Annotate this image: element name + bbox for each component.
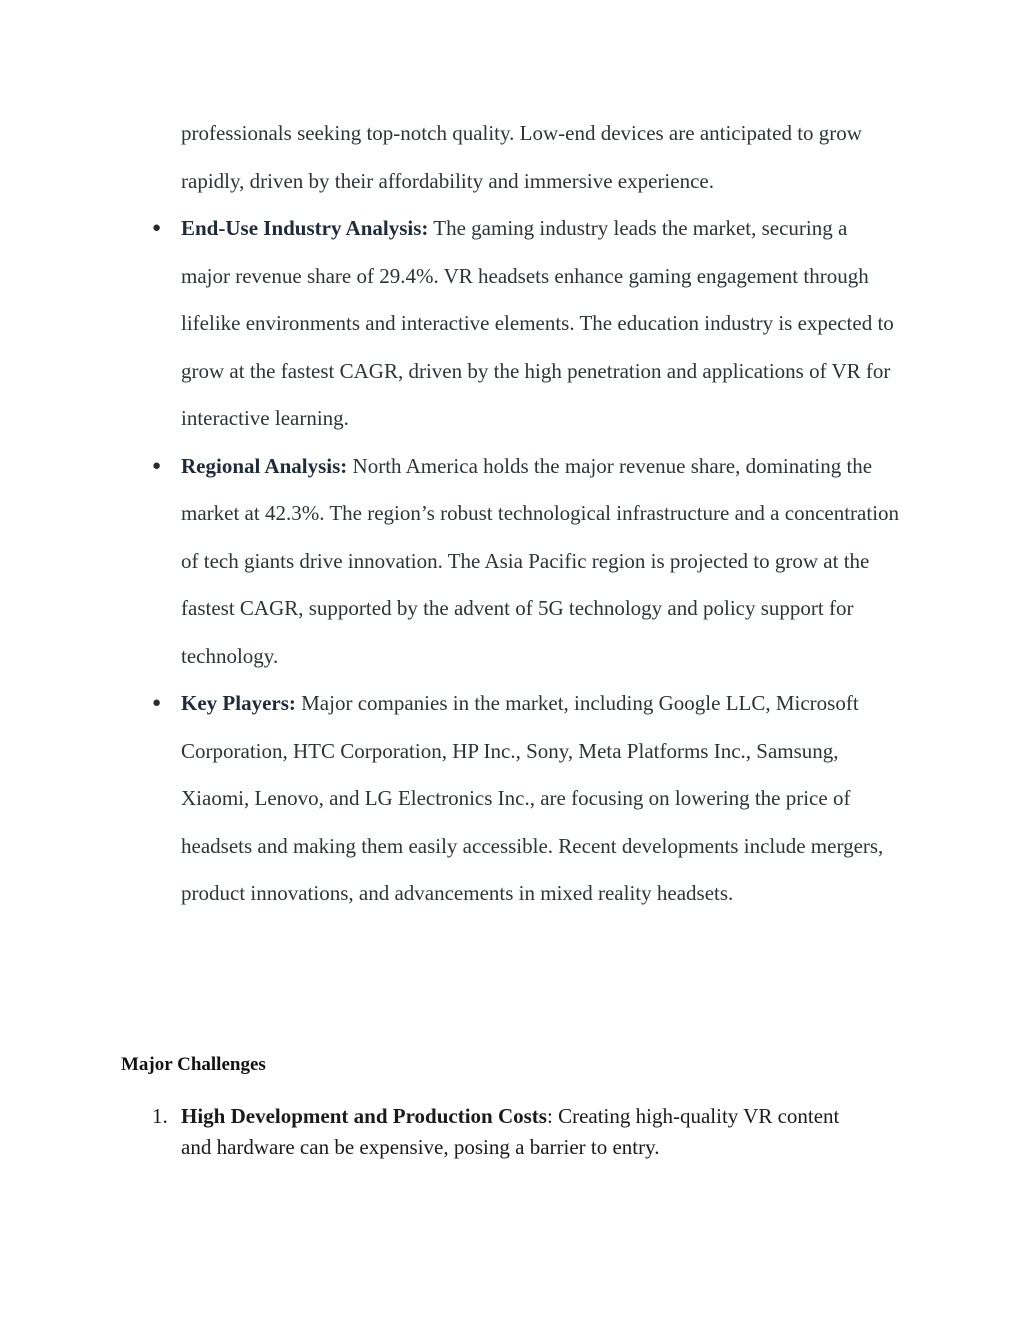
bullet-text: The gaming industry leads the market, securing a major revenue share of 29.4%. VR headsets enhance gaming engagement through lifelike environments and interactive elements. The education industry is expected to grow at the fastest CAGR, driven by the high penetration and applications of VR for interactive learning. [181, 216, 894, 430]
numbered-list [152, 1101, 871, 1163]
challenge-label: High Development and Production Costs [181, 1104, 547, 1128]
bullet-icon: ● [152, 457, 162, 474]
section-heading: Major Challenges [121, 1054, 266, 1075]
list-number: 1. [152, 1104, 168, 1128]
bullet-list [152, 205, 901, 918]
list-item-challenge [152, 1101, 871, 1163]
list-item-regional-analysis [152, 443, 901, 681]
bullet-label: Regional Analysis: [181, 453, 348, 478]
challenge-text: : Creating high-quality VR content and hardware can be expensive, posing a barrier to entry. [181, 1104, 840, 1159]
bullet-label: Key Players: [181, 691, 296, 715]
bullet-icon: ● [152, 220, 162, 236]
bullet-text: North America holds the major revenue share, dominating the market at 42.3%. The region’s robust technological infrastructure and a concentration of tech giants drive innovation. The Asia Pacific region is projected to grow at the fastest CAGR, supported by the advent of 5G technology and policy support for technology. [181, 453, 900, 668]
bullet-label: End-Use Industry Analysis: [181, 216, 429, 240]
list-item-key-players [152, 680, 901, 918]
continuation-paragraph: professionals seeking top-notch quality. Low-end devices are anticipated to grow rapidly, driven by their affordability and immersive experience. [181, 121, 862, 193]
list-item-end-use-industry [152, 205, 901, 443]
bullet-icon: ● [152, 695, 162, 711]
bullet-text: Major companies in the market, including Google LLC, Microsoft Corporation, HTC Corporation, HP Inc., Sony, Meta Platforms Inc., Samsung, Xiaomi, Lenovo, and LG Electronics Inc., are focusing on lowering the price of headsets and making them easily accessible. Recent developments include mergers, product innovations, and advancements in mixed reality headsets. [181, 691, 884, 905]
